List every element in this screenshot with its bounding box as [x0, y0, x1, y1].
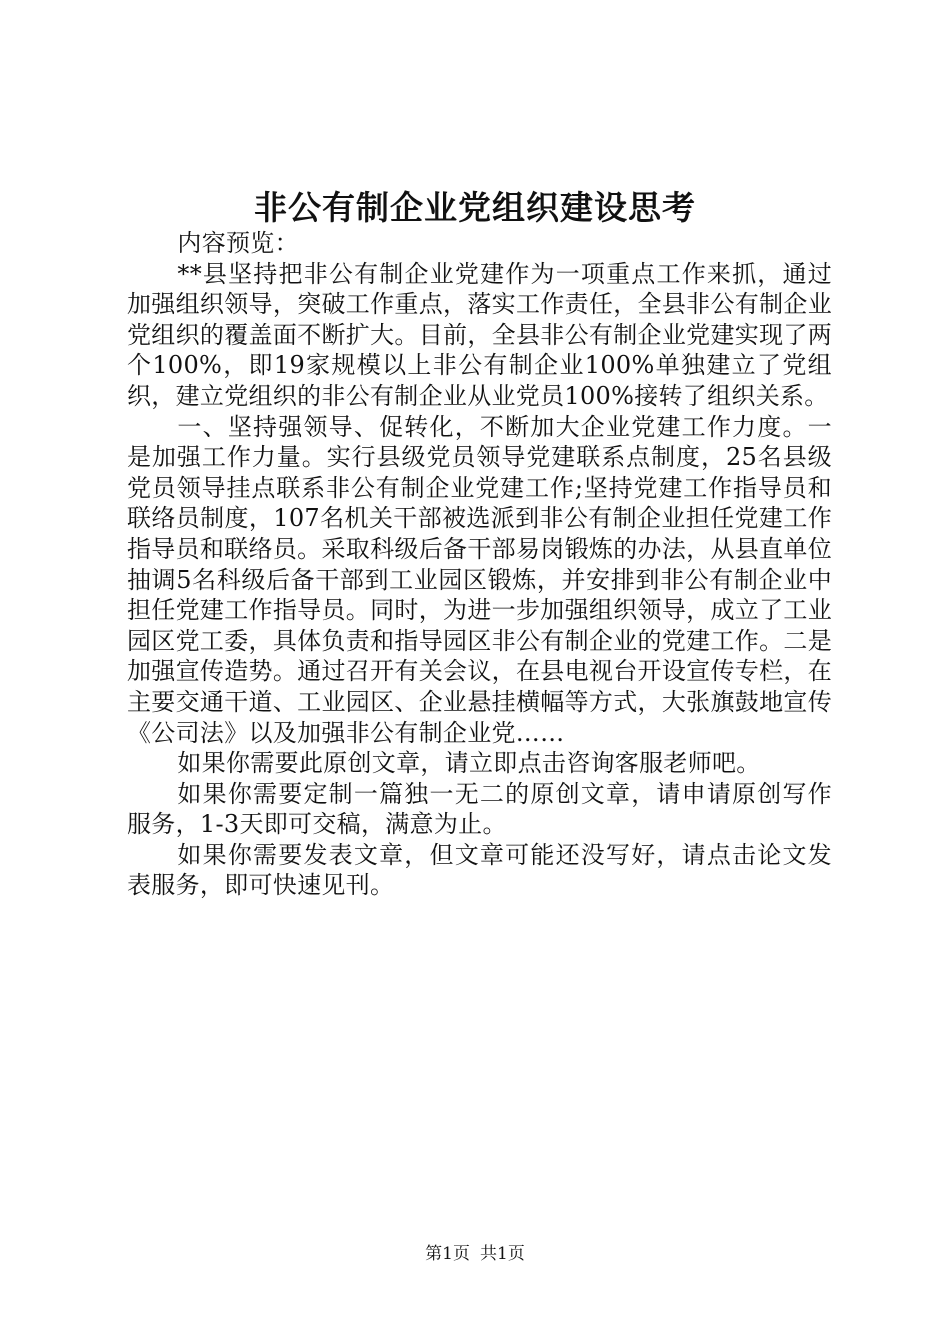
paragraph-publishing-service: 如果你需要发表文章，但文章可能还没写好，请点击论文发表服务，即可快速见刊。 — [127, 840, 832, 900]
document-title: 非公有制企业党组织建设思考 — [254, 188, 696, 227]
paragraph-custom-writing: 如果你需要定制一篇独一无二的原创文章，请申请原创写作服务，1-3天即可交稿，满意为止。 — [127, 779, 832, 839]
paragraph-section-one: 一、坚持强领导、促转化，不断加大企业党建工作力度。一是加强工作力量。实行县级党员领导党建联系点制度，25名县级党员领导挂点联系非公有制企业党建工作;坚持党建工作指导员和联络员制度，107名机关干部被选派到非公有制企业担任党建工作指导员和联络员。采取科级后备干部易岗锻炼的办法，从县直单位抽调5名科级后备干部到工业园区锻炼，并安排到非公有制企业中担任党建工作指导员。同时，为进一步加强组织领导，成立了工业园区党工委，具体负责和指导园区非公有制企业的党建工作。二是加强宣传造势。通过召开有关会议，在县电视台开设宣传专栏，在主要交通干道、工业园区、企业悬挂横幅等方式，大张旗鼓地宣传《公司法》以及加强非公有制企业党…… — [127, 412, 832, 747]
page-number-total: 共1页 — [480, 1244, 525, 1264]
page-number-current: 第1页 — [425, 1244, 470, 1264]
preview-label: 内容预览： — [177, 229, 299, 257]
paragraph-intro: **县坚持把非公有制企业党建作为一项重点工作来抓，通过加强组织领导，突破工作重点，落实工作责任，全县非公有制企业党组织的覆盖面不断扩大。目前，全县非公有制企业党建实现了两个100%，即19家规模以上非公有制企业100%单独建立了党组织，建立党组织的非公有制企业从业党员100%接转了组织关系。 — [127, 259, 832, 410]
paragraph-contact-service: 如果你需要此原创文章，请立即点击咨询客服老师吧。 — [177, 749, 761, 778]
document-body — [127, 228, 832, 901]
page-footer — [0, 1243, 950, 1265]
